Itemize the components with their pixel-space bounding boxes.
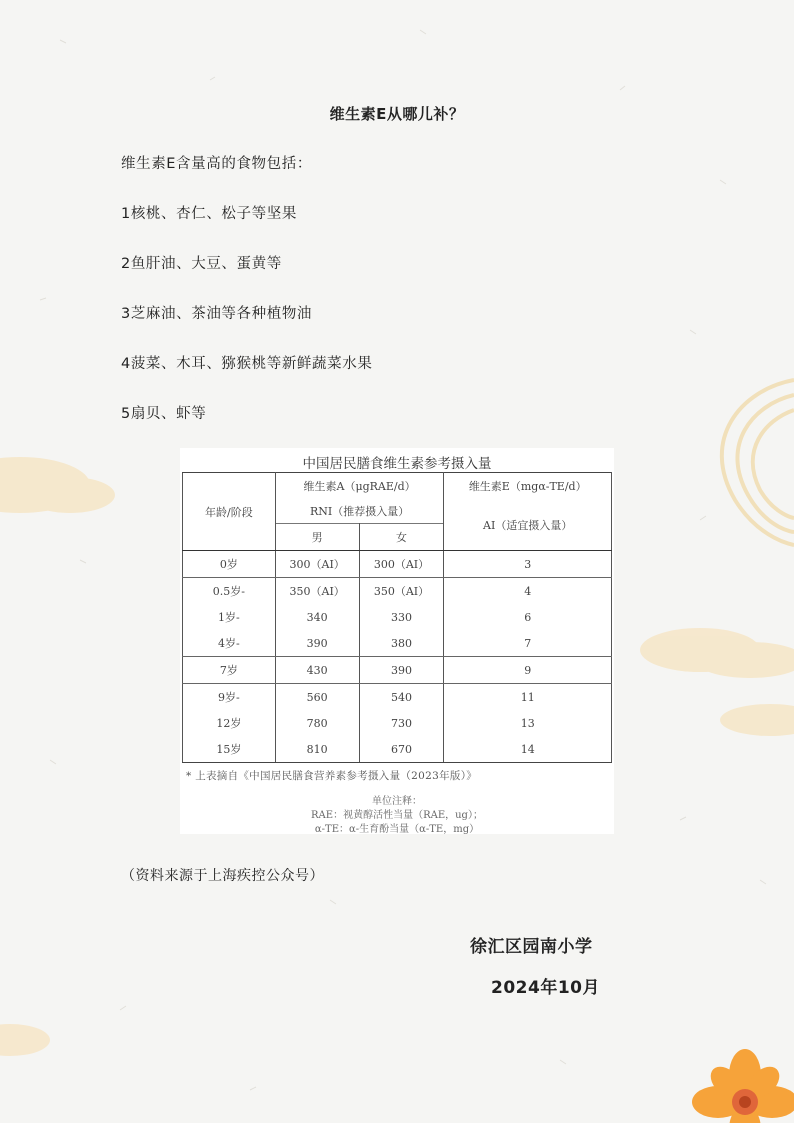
table-row [183,736,612,763]
date-text: 2024年10月 [491,978,600,998]
table-cell: 11 [444,684,612,711]
table-row [183,630,612,657]
table-cell: 540 [359,684,444,711]
table-cell: 300（AI） [359,551,444,578]
table-cell: 350（AI） [359,578,444,605]
table-cell: 670 [359,736,444,763]
header-vitamin-a: 维生素A（μgRAE/d） [275,473,444,500]
food-item: 4菠菜、木耳、猕猴桃等新鲜蔬菜水果 [121,356,373,372]
table-cell: 560 [275,684,359,711]
page-title: 维生素E从哪儿补？ [329,105,465,123]
units-line: α-TE：α-生育酚当量（α-TE，mg） [314,824,480,835]
table-cell: 3 [444,551,612,578]
food-item: 5扇贝、虾等 [121,406,207,422]
table-cell: 390 [359,657,444,684]
header-ai: AI（适宜摄入量） [444,499,612,551]
vitamin-table-image [180,448,614,834]
table-row [183,657,612,684]
table-cell: 4 [444,578,612,605]
table-cell: 9岁- [183,684,276,711]
header-female: 女 [359,524,444,551]
food-item: 1核桃、杏仁、松子等坚果 [121,206,297,222]
units-title: 单位注释： [372,796,422,807]
table-cell: 340 [275,604,359,630]
table-cell: 14 [444,736,612,763]
table-cell: 780 [275,710,359,736]
table-cell: 300（AI） [275,551,359,578]
table-cell: 12岁 [183,710,276,736]
header-male: 男 [275,524,359,551]
source-note: （资料来源于上海疾控公众号） [121,868,324,884]
food-item: 2鱼肝油、大豆、蛋黄等 [121,256,282,272]
table-row [183,551,612,578]
flower-icon [692,1049,794,1123]
table-row [183,684,612,711]
table-cell: 730 [359,710,444,736]
vitamin-table [182,472,612,763]
table-cell: 380 [359,630,444,657]
header-rni: RNI（推荐摄入量） [275,499,444,524]
table-cell: 7岁 [183,657,276,684]
table-cell: 810 [275,736,359,763]
table-cell: 7 [444,630,612,657]
table-row [183,604,612,630]
table-cell: 15岁 [183,736,276,763]
table-row [183,578,612,605]
table-cell: 430 [275,657,359,684]
header-vitamin-e: 维生素E（mgα-TE/d） [444,473,612,500]
table-cell: 330 [359,604,444,630]
intro-text: 维生素E含量高的食物包括： [121,156,312,172]
header-age: 年龄/阶段 [183,473,276,551]
table-row [183,710,612,736]
table-cell: 6 [444,604,612,630]
table-cell: 350（AI） [275,578,359,605]
table-note: * 上表摘自《中国居民膳食营养素参考摄入量（2023年版）》 [186,770,478,782]
school-name: 徐汇区园南小学 [470,937,593,957]
table-cell: 0.5岁- [183,578,276,605]
table-cell: 390 [275,630,359,657]
table-title: 中国居民膳食维生素参考摄入量 [302,456,492,472]
food-item: 3芝麻油、茶油等各种植物油 [121,306,313,322]
table-cell: 4岁- [183,630,276,657]
units-line: RAE：视黄醇活性当量（RAE，ug）； [311,810,483,821]
table-cell: 9 [444,657,612,684]
table-cell: 0岁 [183,551,276,578]
table-cell: 13 [444,710,612,736]
table-cell: 1岁- [183,604,276,630]
